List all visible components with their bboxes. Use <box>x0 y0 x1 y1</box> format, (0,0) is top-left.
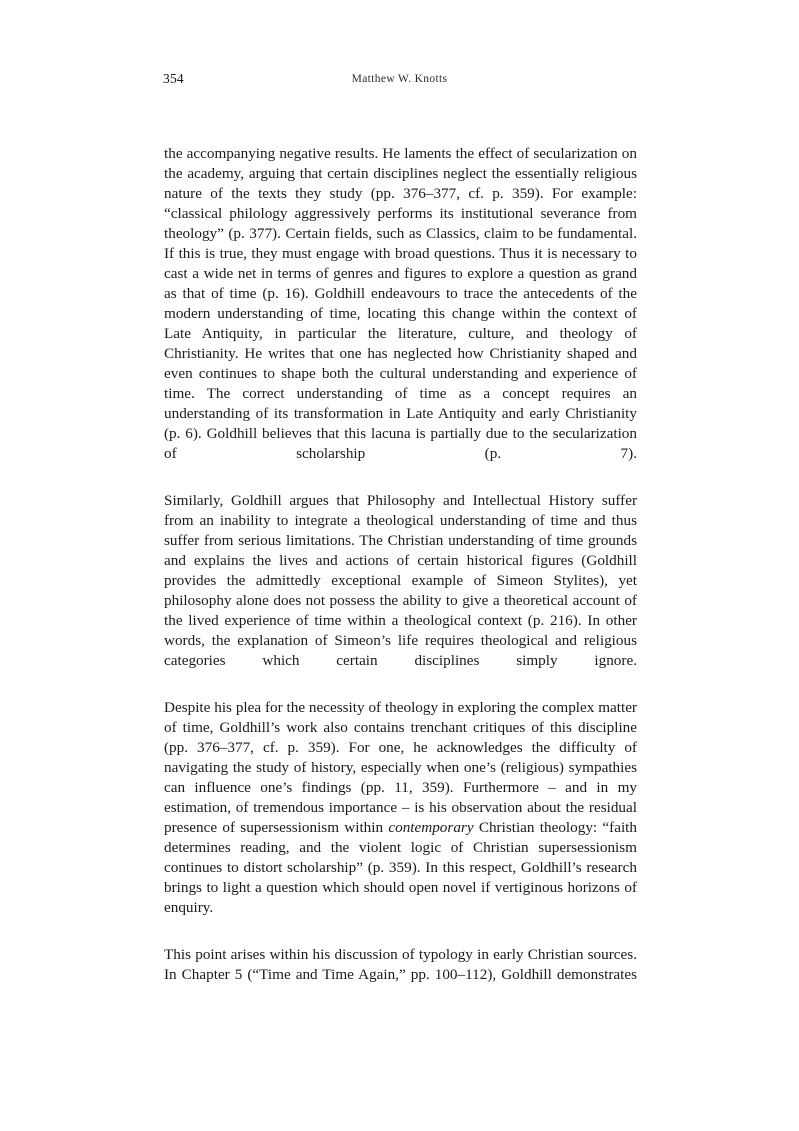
paragraph-3 <box>164 698 637 938</box>
paragraph-4: This point arises within his discussion of typology in early Christian sources. In Chapter 5 (“Time and Time Again,” pp. 100–112), Goldhill demonstrates <box>164 946 637 983</box>
body-text-block <box>164 144 637 1005</box>
running-head <box>163 71 636 91</box>
paragraph-1: the accompanying negative results. He laments the effect of secularization on the academy, arguing that certain disciplines neglect the essentially religious nature of the texts they study (pp. 376–377, cf. p. 359). For example: “classical philology aggressively performs its institutional severance from theology” (p. 377). Certain fields, such as Classics, claim to be fundamental. If this is true, they must engage with broad questions. Thus it is necessary to cast a wide net in terms of genres and figures to explore a question as grand as that of time (p. 16). Goldhill endeavours to trace the antecedents of the modern understanding of time, locating this change within the context of Late Antiquity, in particular the literature, culture, and theology of Christianity. He writes that one has neglected how Christianity shaped and even continues to shape both the cultural understanding and experience of time. The correct understanding of time as a concept requires an understanding of its transformation in Late Antiquity and early Christianity (p. 6). Goldhill believes that this lacuna is partially due to the secularization of scholarship (p. 7). <box>164 145 637 462</box>
paragraph-2: Similarly, Goldhill argues that Philosophy and Intellectual History suffer from an inability to integrate a theological understanding of time and thus suffer from serious limitations. The Christian understanding of time grounds and explains the lives and actions of certain historical figures (Goldhill provides the admittedly exceptional example of Simeon Stylites), yet philosophy alone does not possess the ability to give a theoretical account of the lived experience of time within a theological context (p. 216). In other words, the explanation of Simeon’s life requires theological and religious categories which certain disciplines simply ignore. <box>164 492 637 669</box>
emphasis-contemporary: contemporary <box>388 819 474 836</box>
running-head-author: Matthew W. Knotts <box>351 73 448 85</box>
page-number: 354 <box>163 71 184 86</box>
paragraph-3-part-2: Christian theology: “faith determines reading, and the violent logic of Christian supersessionism continues to distort scholarship” (p. 359). In this respect, Goldhill’s research brings to light a question which should open novel if vertiginous horizons of enquiry. <box>164 819 637 916</box>
paragraph-3-part-1: Despite his plea for the necessity of theology in exploring the complex matter of time, Goldhill’s work also contains trenchant critiques of this discipline (pp. 376–377, cf. p. 359). For one, he acknowledges the difficulty of navigating the study of history, especially when one’s (religious) sympathies can influence one’s findings (pp. 11, 359). Furthermore – and in my estimation, of tremendous importance – is his observation about the residual presence of supersessionism within <box>164 699 637 836</box>
